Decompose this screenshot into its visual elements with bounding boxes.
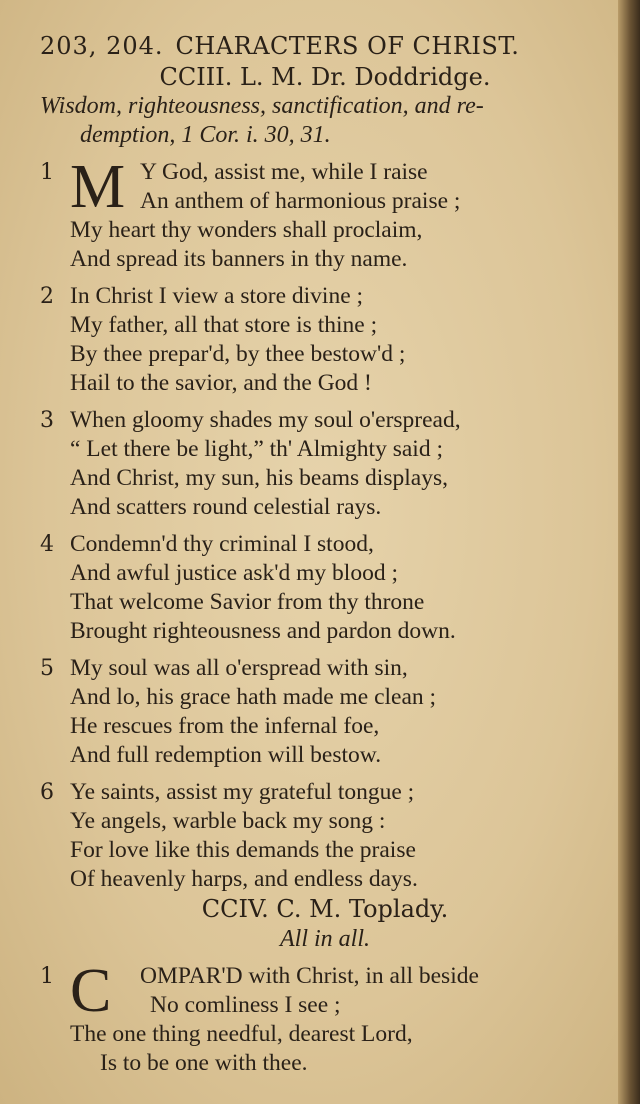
verse-line: Of heavenly harps, and endless days. <box>70 866 418 892</box>
hymn-203-subtitle-line1: Wisdom, righteousness, sanctification, and re- <box>40 93 484 119</box>
verse-line: My heart thy wonders shall proclaim, <box>70 217 423 243</box>
verse-line: For love like this demands the praise <box>70 837 416 863</box>
verse-line: And Christ, my sun, his beams displays, <box>70 465 448 491</box>
hymn-203-stanza-5 <box>40 654 610 770</box>
verse-line: Y God, assist me, while I raise <box>140 159 428 185</box>
verse-line: And scatters round celestial rays. <box>70 494 382 520</box>
verse-line: And awful justice ask'd my blood ; <box>70 560 398 586</box>
drop-cap: C <box>70 957 112 1025</box>
verse-line: Ye saints, assist my grateful tongue ; <box>70 779 415 805</box>
hymn-203-stanza-1 <box>40 153 610 274</box>
hymn-203-subtitle-line2: demption, 1 Cor. i. 30, 31. <box>80 122 331 148</box>
stanza-number: 1 <box>40 160 54 185</box>
verse-line: Condemn'd thy criminal I stood, <box>70 531 374 557</box>
hymn-203-subtitle <box>40 92 610 150</box>
verse-line: That welcome Savior from thy throne <box>70 589 425 615</box>
hymn-203-stanza-6 <box>40 778 610 894</box>
stanza-number: 1 <box>40 964 54 989</box>
verse-line: He rescues from the infernal foe, <box>70 713 380 739</box>
stanza-number: 4 <box>40 532 54 557</box>
verse-line: Hail to the savior, and the God ! <box>70 370 372 396</box>
verse-line: No comliness I see ; <box>150 992 341 1018</box>
verse-line: The one thing needful, dearest Lord, <box>70 1021 413 1047</box>
verse-line: Is to be one with thee. <box>100 1050 308 1076</box>
hymn-203-stanza-2 <box>40 282 610 398</box>
verse-line: “ Let there be light,” th' Almighty said ; <box>70 436 443 462</box>
page-numbers: 203, 204. <box>40 32 164 60</box>
hymn-204-stanza-1 <box>40 957 610 1078</box>
stanza-number: 2 <box>40 284 54 309</box>
verse-line: Ye angels, warble back my song : <box>70 808 386 834</box>
hymn-203-stanza-3 <box>40 406 610 522</box>
verse-line: And lo, his grace hath made me clean ; <box>70 684 437 710</box>
verse-line: My father, all that store is thine ; <box>70 312 378 338</box>
verse-line: Brought righteousness and pardon down. <box>70 618 456 644</box>
hymn-203-stanza-4 <box>40 530 610 646</box>
hymn-204-heading: CCIV. C. M. Toplady. <box>201 895 449 923</box>
verse-line: By thee prepar'd, by thee bestow'd ; <box>70 341 406 367</box>
verse-line: OMPAR'D with Christ, in all beside <box>140 963 479 989</box>
running-title: CHARACTERS OF CHRIST. <box>175 32 520 60</box>
hymn-203-heading: CCIII. L. M. Dr. Doddridge. <box>159 63 491 91</box>
verse-line: In Christ I view a store divine ; <box>70 283 364 309</box>
stanza-number: 3 <box>40 408 54 433</box>
verse-line: When gloomy shades my soul o'erspread, <box>70 407 461 433</box>
verse-line: And spread its banners in thy name. <box>70 246 408 272</box>
verse-line: And full redemption will bestow. <box>70 742 382 768</box>
hymn-204-subtitle: All in all. <box>280 926 370 952</box>
running-head <box>40 30 610 62</box>
stanza-number: 6 <box>40 780 54 805</box>
page-edge <box>618 0 640 1104</box>
drop-cap: M <box>70 153 126 221</box>
verse-line: My soul was all o'erspread with sin, <box>70 655 408 681</box>
verse-line: An anthem of harmonious praise ; <box>140 188 461 214</box>
stanza-number: 5 <box>40 656 54 681</box>
page-text <box>40 30 610 1078</box>
